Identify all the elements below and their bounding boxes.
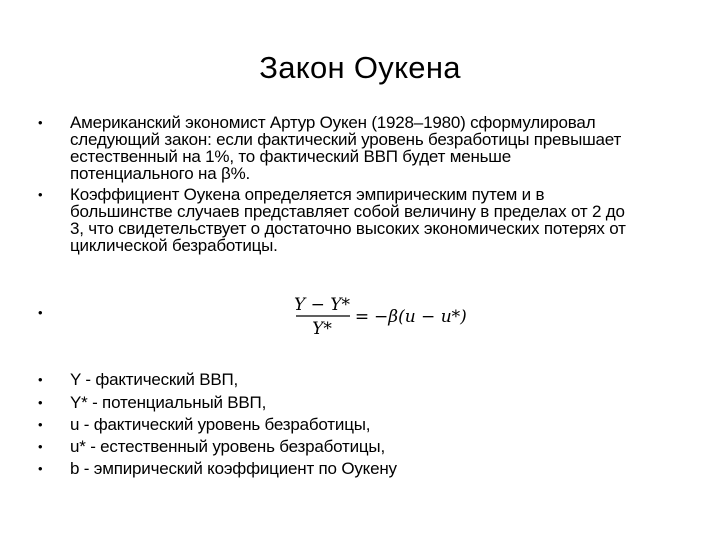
definition-item [38,438,688,455]
text-line: Американский экономист Артур Оукен (1928–1980) сформулировал [70,113,596,132]
slide-title: Закон Оукена [259,50,461,85]
bullet-icon: • [38,417,43,432]
bullet-icon: • [38,395,43,410]
text-line: циклической безработицы. [70,236,278,255]
formula-graphic [288,293,508,339]
definition-item [38,394,688,411]
bullet-icon: • [38,115,43,130]
text-line: потенциального на β%. [70,164,251,183]
bullet-item-okun-coefficient [38,186,688,254]
formula-rhs: −β(u − u*) [374,307,467,327]
text-line: большинстве случаев представляет собой величину в пределах от 2 до [70,202,625,221]
definition-item [38,416,688,433]
paragraph-okun-coefficient [70,186,626,254]
definition-text: u - фактический уровень безработицы, [70,415,371,434]
bullet-item-okun-law [38,114,688,182]
bullet-item-formula [38,293,688,339]
definition-item [38,460,688,477]
paragraph-okun-law [70,114,621,182]
bullet-icon: • [38,372,43,387]
definition-item [38,371,688,388]
bullet-icon: • [38,187,43,202]
definition-text: b - эмпирический коэффициент по Оукену [70,459,397,478]
formula-equals: = [354,307,370,327]
okun-formula [288,293,508,339]
text-line: Коэффициент Оукена определяется эмпирическим путем и в [70,185,545,204]
bullet-icon: • [38,305,43,320]
formula-denominator: Y* [312,319,332,339]
text-line: следующий закон: если фактический уровень безработицы превышает [70,130,622,149]
bullet-icon: • [38,461,43,476]
bullet-icon: • [38,439,43,454]
text-line: 3, что свидетельствует о достаточно высоких экономических потерях от [70,219,626,238]
definition-text: Y - фактический ВВП, [70,370,239,389]
formula-numerator: Y − Y* [294,295,350,315]
definition-text: Y* - потенциальный ВВП, [70,393,267,412]
text-line: естественный на 1%, то фактический ВВП будет меньше [70,147,511,166]
definition-text: u* - естественный уровень безработицы, [70,437,385,456]
